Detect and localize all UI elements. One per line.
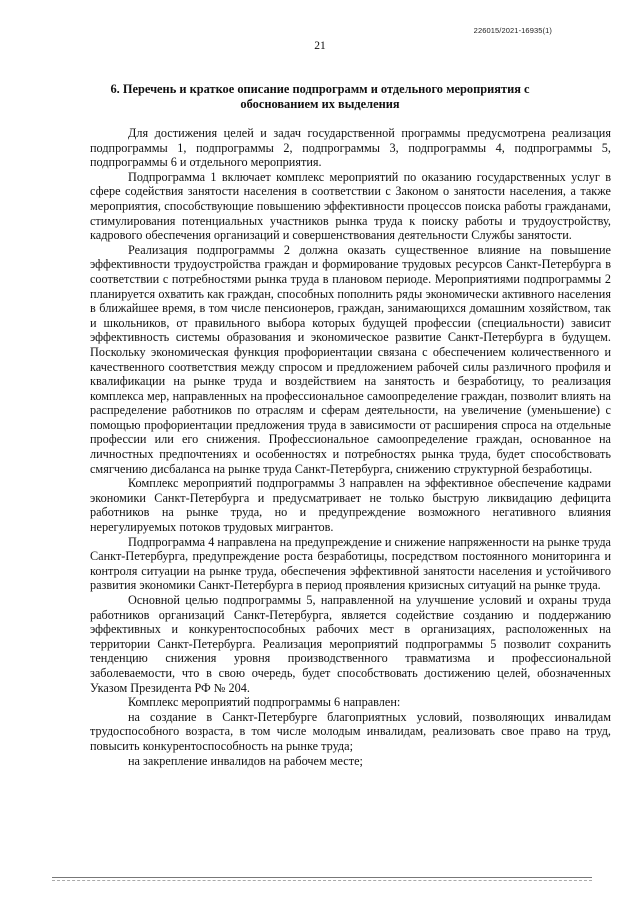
paragraph-subprogram-6-item-2: на закрепление инвалидов на рабочем месте;	[128, 753, 363, 768]
section-heading: 6. Перечень и краткое описание подпрограмм и отдельного мероприятия с обоснованием их выделения	[110, 82, 530, 111]
paragraph-subprogram-5: Основной целью подпрограммы 5, направленной на улучшение условий и охраны труда работников организаций Санкт-Петербурга, является содействие созданию и поддержанию эффективных и конкурентоспособных рабочих мест в организациях, расположенных на территории Санкт-Петербурга. Реализация мероприятий подпрограммы 5 позволит сохранить тенденцию снижения уровня производственного травматизма и профессиональной заболеваемости, что в свою очередь, будет способствовать достижению целей, обозначенных Указом Президента РФ № 204.	[90, 593, 611, 695]
document-body	[90, 126, 611, 768]
paragraph-subprogram-3: Комплекс мероприятий подпрограммы 3 направлен на эффективное обеспечение кадрами экономики Санкт-Петербурга и предусматривает не только быструю ликвидацию дефицита работников на рынке труда, но и предупреждение возможного негативного влияния нерегулируемых потоков трудовых мигрантов.	[90, 476, 611, 535]
paragraph-goals: Для достижения целей и задач государственной программы предусмотрена реализация подпрограммы 1, подпрограммы 2, подпрограммы 3, подпрограммы 4, подпрограммы 5, подпрограммы 6 и отдельного мероприятия.	[90, 126, 611, 170]
paragraph-subprogram-2: Реализация подпрограммы 2 должна оказать существенное влияние на повышение эффективности трудоустройства граждан и формирование трудовых ресурсов Санкт-Петербурга в соответствии с потребностями рынка труда в плановом периоде. Мероприятиями подпрограммы 2 планируется охватить как граждан, способных пополнить ряды экономически активного населения в ближайшее время, в том числе пенсионеров, граждан, занимающихся домашним хозяйством, так и школьников, от правильного выбора которых будущей профессии (специальности) зависит эффективность системы образования и экономическое развитие Санкт-Петербурга в будущем. Поскольку экономическая функция профориентации связана с обеспечением количественного и качественного соответствия между спросом и предложением рабочей силы различного профиля и квалификации на рынке труда и воздействием на занятость и безработицу, то реализация комплекса мер, направленных на профессиональное самоопределение граждан, позволит влиять на распределение работников по отраслям и сферам деятельности, на увеличение (уменьшение) с помощью профориентации предложения труда в зависимости от расширения спроса на отдельные профессии или его снижения. Профессиональное самоопределение граждан, основанное на личностных предпочтениях и особенностях и потребностях рынка труда, будет способствовать смягчению дисбаланса на рынке труда Санкт-Петербурга, снижению структурной безработицы.	[90, 242, 611, 476]
paragraph-subprogram-6-item-1: на создание в Санкт-Петербурге благоприятных условий, позволяющих инвалидам трудоспособного возраста, в том числе молодым инвалидам, реализовать свое право на труд, повысить конкурентоспособность на рынке труда;	[90, 709, 611, 753]
scan-edge-dashes	[52, 880, 592, 881]
page-number: 21	[314, 40, 326, 52]
document-id: 226015/2021-16935(1)	[473, 26, 552, 35]
paragraph-subprogram-4: Подпрограмма 4 направлена на предупреждение и снижение напряженности на рынке труда Санкт-Петербурга, предупреждение роста безработицы, посредством постоянного мониторинга и контроля ситуации на рынке труда, обеспечения эффективной занятости населения и устойчивого развития экономики Санкт-Петербурга в период проявления кризисных ситуаций на рынке труда.	[90, 534, 611, 593]
paragraph-subprogram-1: Подпрограмма 1 включает комплекс мероприятий по оказанию государственных услуг в сфере содействия занятости населения в соответствии с Законом о занятости населения, а также мероприятия, способствующие повышению эффективности процессов поиска работы гражданами, стимулирования потенциальных участников рынка труда к поиску работы и трудоустройству, кадрового обеспечения организаций и совершенствования деятельности Службы занятости.	[90, 169, 611, 243]
scan-edge-line	[52, 877, 592, 878]
paragraph-subprogram-6-intro: Комплекс мероприятий подпрограммы 6 направлен:	[128, 695, 401, 710]
